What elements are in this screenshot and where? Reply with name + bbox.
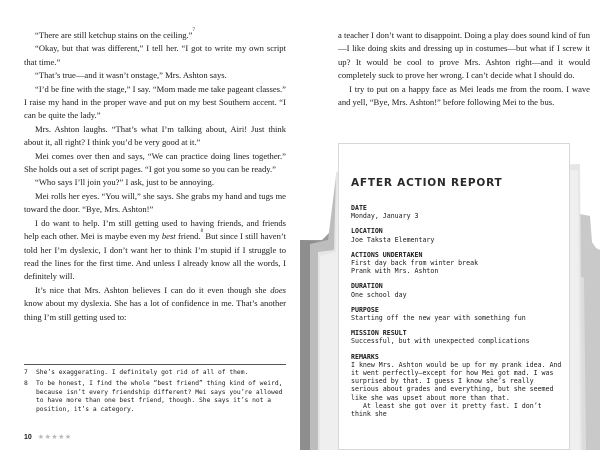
report-field-date: DATE Monday, January 3 — [351, 204, 419, 221]
page-number: 10 — [24, 433, 32, 441]
paragraph: It’s nice that Mrs. Ashton believes I can do it even though she does know about my dyslexia. She has a lot of confidence in me. That’s another thing I’m still getting used to: — [24, 284, 286, 322]
report-body — [351, 204, 565, 425]
paragraph: I try to put on a happy face as Mei leads me from the room. I wave and yell, “Bye, Mrs. Ashton!” before following Mei to the bus. — [338, 83, 590, 108]
page-folio — [24, 433, 72, 441]
paragraph: Mei rolls her eyes. “You will,” she says. She grabs my hand and tugs me toward the door. “Bye, Mrs. Ashton!” — [24, 190, 286, 215]
report-field-purpose: PURPOSE Starting off the new year with something fun — [351, 305, 526, 323]
paragraph: “Who says I’ll join you?” I ask, just to be annoying. — [35, 177, 215, 188]
paragraph: “I’d be fine with the stage,” I say. “Mom made me take pageant classes.” I raise my hand in the proper wave and put on my best Southern accent. “I can be quite the lady.” — [24, 83, 286, 121]
report-title: AFTER ACTION REPORT — [351, 177, 503, 189]
paragraph: Mrs. Ashton laughs. “That’s what I’m talking about, Airi! Just think about it, all right? I think you’d be very good at it.” — [24, 123, 286, 148]
paragraph: “There are still ketchup stains on the ceiling.”$^7$ — [35, 28, 195, 40]
footnote: 7 She’s exaggerating. I definitely got rid of all of them. — [24, 369, 249, 376]
report-field-mission-result: MISSION RESULT Successful, but with unexpected complications — [351, 329, 530, 346]
paragraph: a teacher I don’t want to disappoint. Doing a play does sound kind of fun—I like doing skits and dressing up in costumes—but what if I screw it up? It would be cool to prove Mrs. Ashton right—and it would completely suck to prove her wrong. I can’t decide what I should do. — [338, 30, 590, 81]
right-body-text — [338, 29, 590, 109]
footnotes — [24, 369, 286, 417]
paragraph: Mei comes over then and says, “We can practice doing lines together.” She holds out a set of script pages. “I got you some so you can be ready.” — [24, 150, 286, 175]
report-field-location: LOCATION Joe Taksta Elementary — [351, 227, 435, 244]
footnote-marker: 7 — [192, 28, 195, 33]
report-field-actions: ACTIONS UNDERTAKEN First day back from winter break Prank with Mrs. Ashton — [351, 250, 479, 276]
star-rating-icon: ★★★★★ — [37, 434, 72, 441]
after-action-report-card — [338, 143, 570, 450]
report-field-remarks: REMARKS I knew Mrs. Ashton would be up for my prank idea. And it went perfectly—except for how Mei got mad. I was surprised by that. I guess I know she’s really serious about grades and everything, but she seemed like she was upset about more than that. At least she got over it pretty fast. I don’t think she — [351, 352, 562, 419]
footnote-divider — [24, 364, 286, 365]
report-field-duration: DURATION One school day — [351, 282, 407, 299]
paragraph: “Okay, but that was different,” I tell her. “I got to write my own script that time.” — [24, 43, 286, 67]
paragraph: “That’s true—and it wasn’t onstage,” Mrs. Ashton says. — [35, 70, 227, 81]
footnote: 8 To be honest, I find the whole “best friend” thing kind of weird, because isn’t every friendship different? Mei says you’re allowed to have more than one best friend, though. She says it’s not a position, it’s a category. — [24, 380, 283, 413]
paragraph: I do want to help. I’m still getting used to having friends, and friends help each other. Mei is maybe even my best friend.$^8$ But since I still haven’t told her I’m dyslexic, I don’t want her to think I’m stupid if I struggle to read the lines for the first time. And unless I already know all the words, I definitely will. — [24, 217, 286, 282]
footnote-marker: 8 — [200, 229, 204, 235]
left-body-text — [24, 29, 286, 324]
